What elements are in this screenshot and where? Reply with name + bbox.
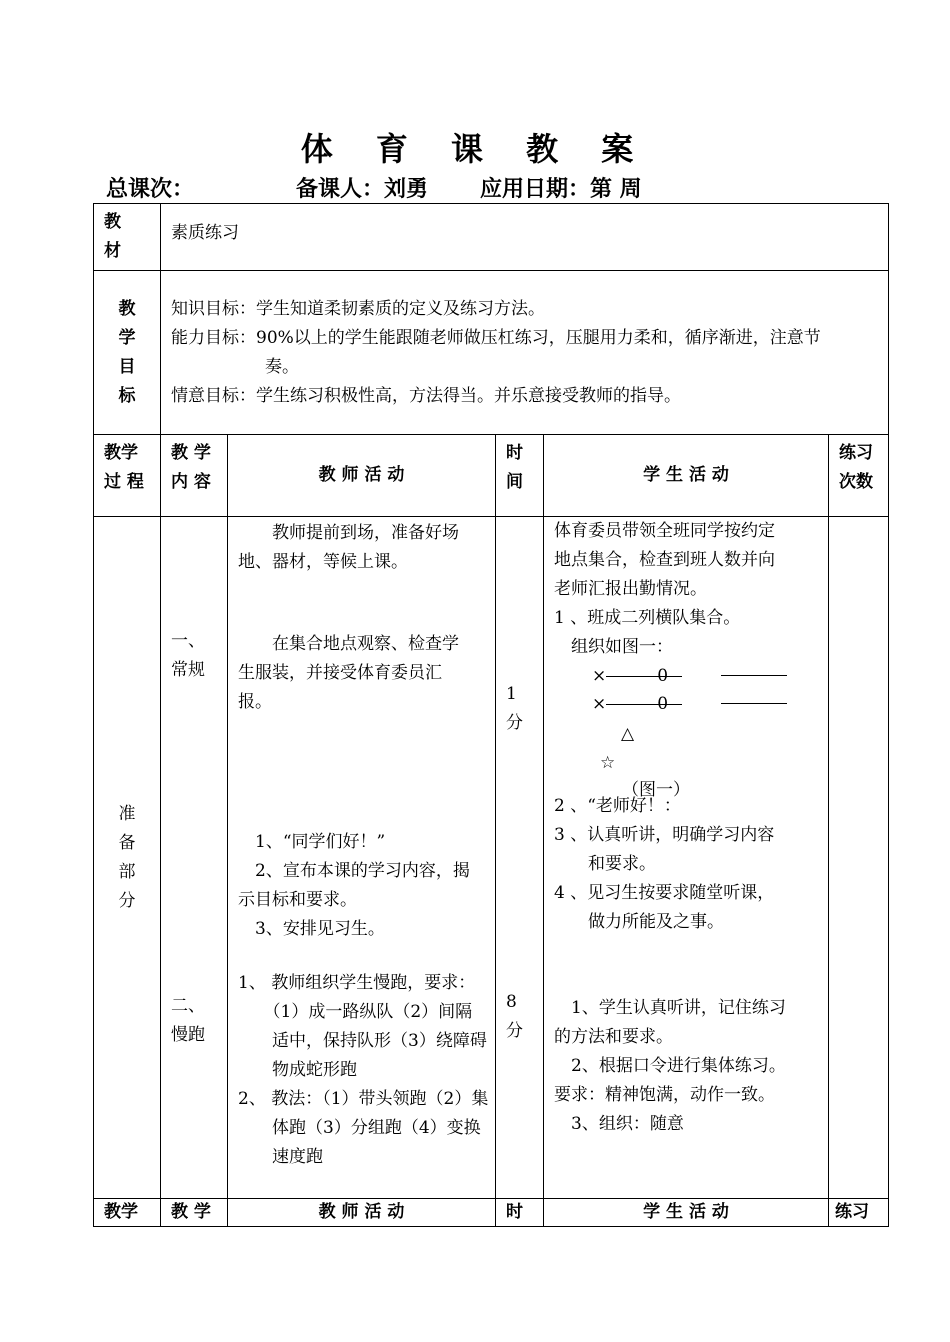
student-line: 组织如图一： (554, 637, 673, 657)
teacher-line: 生服装，并接受体育委员汇 (238, 663, 442, 683)
student-line: 2、根据口令进行集体练习。 (554, 1056, 786, 1076)
student-line: 体育委员带领全班同学按约定 (554, 521, 775, 541)
col-time-repeat: 时 (496, 1199, 544, 1227)
col-student: 学 生 活 动 (544, 435, 829, 517)
teacher-line: 速度跑 (238, 1147, 323, 1167)
knowledge-goal: 知识目标：学生知道柔韧素质的定义及练习方法。 (171, 299, 545, 319)
section-jog: 慢跑 (171, 1025, 205, 1045)
section-routine: 常规 (171, 660, 205, 680)
total-lessons-label: 总课次： (106, 176, 195, 202)
teacher-line: 教师提前到场，准备好场 (238, 523, 459, 543)
preparer-label: 备课人：刘勇 (296, 176, 429, 202)
date-label: 应用日期：第 周 (480, 176, 642, 202)
diagram-caption: （图一） (622, 780, 690, 800)
prep-row (94, 517, 889, 1199)
student-line: 2 、“老师好！： (554, 796, 681, 816)
teacher-line: 示目标和要求。 (238, 890, 357, 910)
material-row (94, 204, 889, 271)
col-student-repeat: 学 生 活 动 (544, 1199, 829, 1227)
student-line: 地点集合，检查到班人数并向 (554, 550, 775, 570)
teacher-line: 适中，保持队形（3）绕障碍 (238, 1031, 487, 1051)
student-line: 和要求。 (554, 854, 656, 874)
student-line: 1、学生认真听讲，记住练习 (554, 998, 786, 1018)
star-icon: ☆ (600, 753, 616, 773)
student-line: 做力所能及之事。 (554, 912, 724, 932)
student-line: 4 、见习生按要求随堂听课， (554, 883, 775, 903)
teacher-line: 地、器材，等候上课。 (238, 552, 408, 572)
lesson-plan-table (93, 203, 889, 1227)
teacher-line: 体跑（3）分组跑（4）变换 (238, 1118, 481, 1138)
col-content-repeat: 教 学 (161, 1199, 228, 1227)
prep-content (161, 517, 228, 1199)
goals-label: 教 学 目 标 (94, 271, 161, 435)
ability-goal-cont: 奏。 (265, 357, 299, 377)
formation-line (721, 703, 787, 704)
teacher-line: 报。 (238, 692, 272, 712)
time-unit: 分 (506, 713, 523, 733)
teacher-line: 1、“同学们好！” (238, 832, 386, 852)
student-line: 3、组织：随意 (554, 1114, 684, 1134)
col-process: 教学 过 程 (94, 435, 161, 517)
teacher-line: 3、安排见习生。 (238, 919, 385, 939)
col-teacher-repeat: 教 师 活 动 (228, 1199, 496, 1227)
material-label: 教 材 (94, 204, 161, 271)
prep-phase-label: 准 备 部 分 (94, 517, 161, 1199)
emotion-goal: 情意目标：学生练习积极性高，方法得当。并乐意接受教师的指导。 (171, 386, 681, 406)
col-reps: 练习 次数 (829, 435, 889, 517)
formation-row-1: × 0 (592, 666, 669, 686)
section-jog-num: 二、 (171, 996, 205, 1016)
prep-time (496, 517, 544, 1199)
teacher-triangle-icon: △ (621, 724, 635, 744)
time-value: 8 (506, 992, 517, 1012)
student-line: 3 、认真听讲，明确学习内容 (554, 825, 775, 845)
formation-line (606, 704, 682, 705)
teacher-line: 2、 教法：（1）带头领跑（2）集 (238, 1089, 489, 1109)
ability-goal: 能力目标：90%以上的学生能跟随老师做压杠练习，压腿用力柔和，循序渐进，注意节 (171, 328, 821, 348)
prep-student (544, 517, 829, 1199)
teacher-line: （1）成一路纵队（2）间隔 (238, 1002, 473, 1022)
student-line: 的方法和要求。 (554, 1027, 673, 1047)
student-line: 1 、班成二列横队集合。 (554, 608, 741, 628)
formation-line (606, 676, 682, 677)
column-header-row (94, 435, 889, 517)
prep-teacher (228, 517, 496, 1199)
goals-row (94, 271, 889, 435)
teacher-line: 1、 教师组织学生慢跑，要求： (238, 973, 476, 993)
time-value: 1 (506, 684, 517, 704)
col-reps-repeat: 练习 (829, 1199, 889, 1227)
col-time: 时 间 (496, 435, 544, 517)
repeat-header-row (94, 1199, 889, 1227)
formation-row-2: × 0 (592, 694, 669, 714)
formation-diagram (554, 662, 824, 800)
student-line: 要求：精神饱满，动作一致。 (554, 1085, 775, 1105)
section-routine-num: 一、 (171, 631, 205, 651)
col-teacher: 教 师 活 动 (228, 435, 496, 517)
goals-content (161, 271, 889, 435)
student-line: 老师汇报出勤情况。 (554, 579, 707, 599)
col-process-repeat: 教学 (94, 1199, 161, 1227)
formation-line (721, 675, 787, 676)
teacher-line: 在集合地点观察、检查学 (238, 634, 459, 654)
col-content: 教 学 内 容 (161, 435, 228, 517)
teacher-line: 物成蛇形跑 (238, 1060, 357, 1080)
time-unit: 分 (506, 1021, 523, 1041)
prep-reps (829, 517, 889, 1199)
material-value: 素质练习 (161, 204, 889, 271)
page-title: 体 育 课 教 案 (300, 130, 650, 168)
teacher-line: 2、宣布本课的学习内容，揭 (238, 861, 470, 881)
